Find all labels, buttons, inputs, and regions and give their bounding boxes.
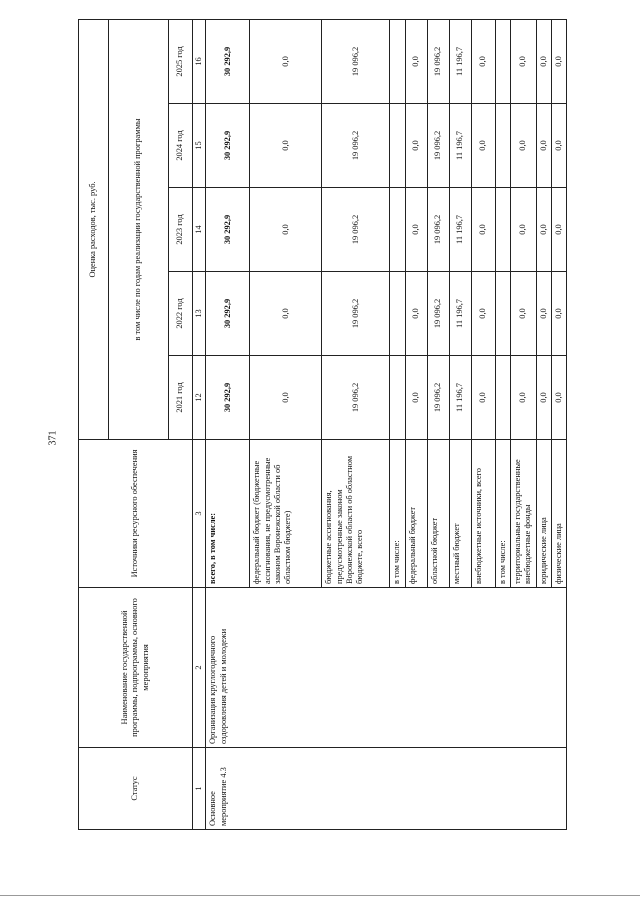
expenses-table [78,19,567,830]
source-cell: бюджетные ассигнования, предусмотренные законом Воронежской области об областном бюджете, всего [322,440,390,588]
column-number: 1 [193,748,206,830]
header-year-4: 2025 год [169,19,193,103]
value-cell: 0,0 [552,104,567,188]
value-cell: 0,0 [471,272,495,356]
column-number: 3 [193,440,206,588]
header-year-3: 2024 год [169,104,193,188]
value-cell: 0,0 [250,19,322,103]
value-cell: 0,0 [536,104,551,188]
rotated-table-container [78,20,568,830]
column-number: 13 [193,272,206,356]
value-cell: 11 196,7 [449,356,471,440]
value-cell: 19 096,2 [322,356,390,440]
value-cell: 0,0 [536,356,551,440]
value-cell [390,272,405,356]
value-cell: 0,0 [250,188,322,272]
value-cell: 30 292,9 [206,356,250,440]
value-cell: 0,0 [471,356,495,440]
column-number: 12 [193,356,206,440]
value-cell: 19 096,2 [427,104,449,188]
value-cell: 0,0 [552,272,567,356]
column-number: 14 [193,188,206,272]
source-cell: местный бюджет [449,440,471,588]
value-cell [390,104,405,188]
value-cell: 30 292,9 [206,19,250,103]
header-name: Наименование государственной программы, подпрограммы, основного мероприятия [79,588,193,748]
value-cell: 0,0 [510,188,536,272]
header-estimate: Оценка расходов, тыс. руб. [79,19,109,439]
value-cell [495,272,510,356]
header-year-2: 2023 год [169,188,193,272]
value-cell [390,19,405,103]
value-cell: 0,0 [405,104,427,188]
value-cell: 0,0 [405,19,427,103]
source-cell: внебюджетные источники, всего [471,440,495,588]
value-cell: 30 292,9 [206,272,250,356]
value-cell: 19 096,2 [427,356,449,440]
value-cell: 0,0 [510,272,536,356]
value-cell: 0,0 [552,188,567,272]
value-cell: 19 096,2 [322,19,390,103]
header-year-0: 2021 год [169,356,193,440]
value-cell: 11 196,7 [449,272,471,356]
header-by-year: в том числе по годам реализации государственной программы [109,19,169,439]
header-source: Источники ресурсного обеспечения [79,440,193,588]
value-cell: 0,0 [405,188,427,272]
source-cell: федеральный бюджет (бюджетные ассигнования, не предусмотренные законом Воронежской области об областном бюджете) [250,440,322,588]
source-cell: в том числе: [390,440,405,588]
source-cell: юридические лица [536,440,551,588]
value-cell: 0,0 [536,19,551,103]
value-cell: 0,0 [471,188,495,272]
value-cell: 19 096,2 [427,19,449,103]
status-cell: Основное мероприятие 4.3 [206,748,567,830]
value-cell: 19 096,2 [322,272,390,356]
value-cell: 19 096,2 [322,188,390,272]
value-cell [495,356,510,440]
source-cell: областной бюджет [427,440,449,588]
value-cell [495,104,510,188]
value-cell [495,188,510,272]
source-cell: федеральный бюджет [405,440,427,588]
value-cell [495,19,510,103]
value-cell: 0,0 [510,356,536,440]
value-cell: 30 292,9 [206,188,250,272]
header-year-1: 2022 год [169,272,193,356]
value-cell [390,356,405,440]
value-cell: 11 196,7 [449,104,471,188]
value-cell: 30 292,9 [206,104,250,188]
value-cell: 0,0 [510,104,536,188]
column-number: 16 [193,19,206,103]
value-cell: 0,0 [510,19,536,103]
value-cell: 19 096,2 [322,104,390,188]
source-cell: всего, в том числе: [206,440,250,588]
value-cell: 0,0 [471,104,495,188]
value-cell: 11 196,7 [449,188,471,272]
table-row [206,19,250,829]
source-cell: территориальные государственные внебюджетные фонды [510,440,536,588]
column-number: 2 [193,588,206,748]
value-cell [390,188,405,272]
value-cell: 0,0 [250,272,322,356]
page-number: 371 [47,430,59,446]
value-cell: 0,0 [552,19,567,103]
value-cell: 19 096,2 [427,272,449,356]
source-cell: в том числе: [495,440,510,588]
value-cell: 11 196,7 [449,19,471,103]
name-cell: Организация круглогодичного оздоровления детей и молодежи [206,588,567,748]
column-number: 15 [193,104,206,188]
value-cell: 0,0 [536,272,551,356]
value-cell: 0,0 [536,188,551,272]
value-cell: 19 096,2 [427,188,449,272]
header-status: Статус [79,748,193,830]
value-cell: 0,0 [405,356,427,440]
value-cell: 0,0 [405,272,427,356]
value-cell: 0,0 [250,356,322,440]
value-cell: 0,0 [552,356,567,440]
page-bottom-rule [0,895,640,896]
value-cell: 0,0 [250,104,322,188]
source-cell: физические лица [552,440,567,588]
value-cell: 0,0 [471,19,495,103]
